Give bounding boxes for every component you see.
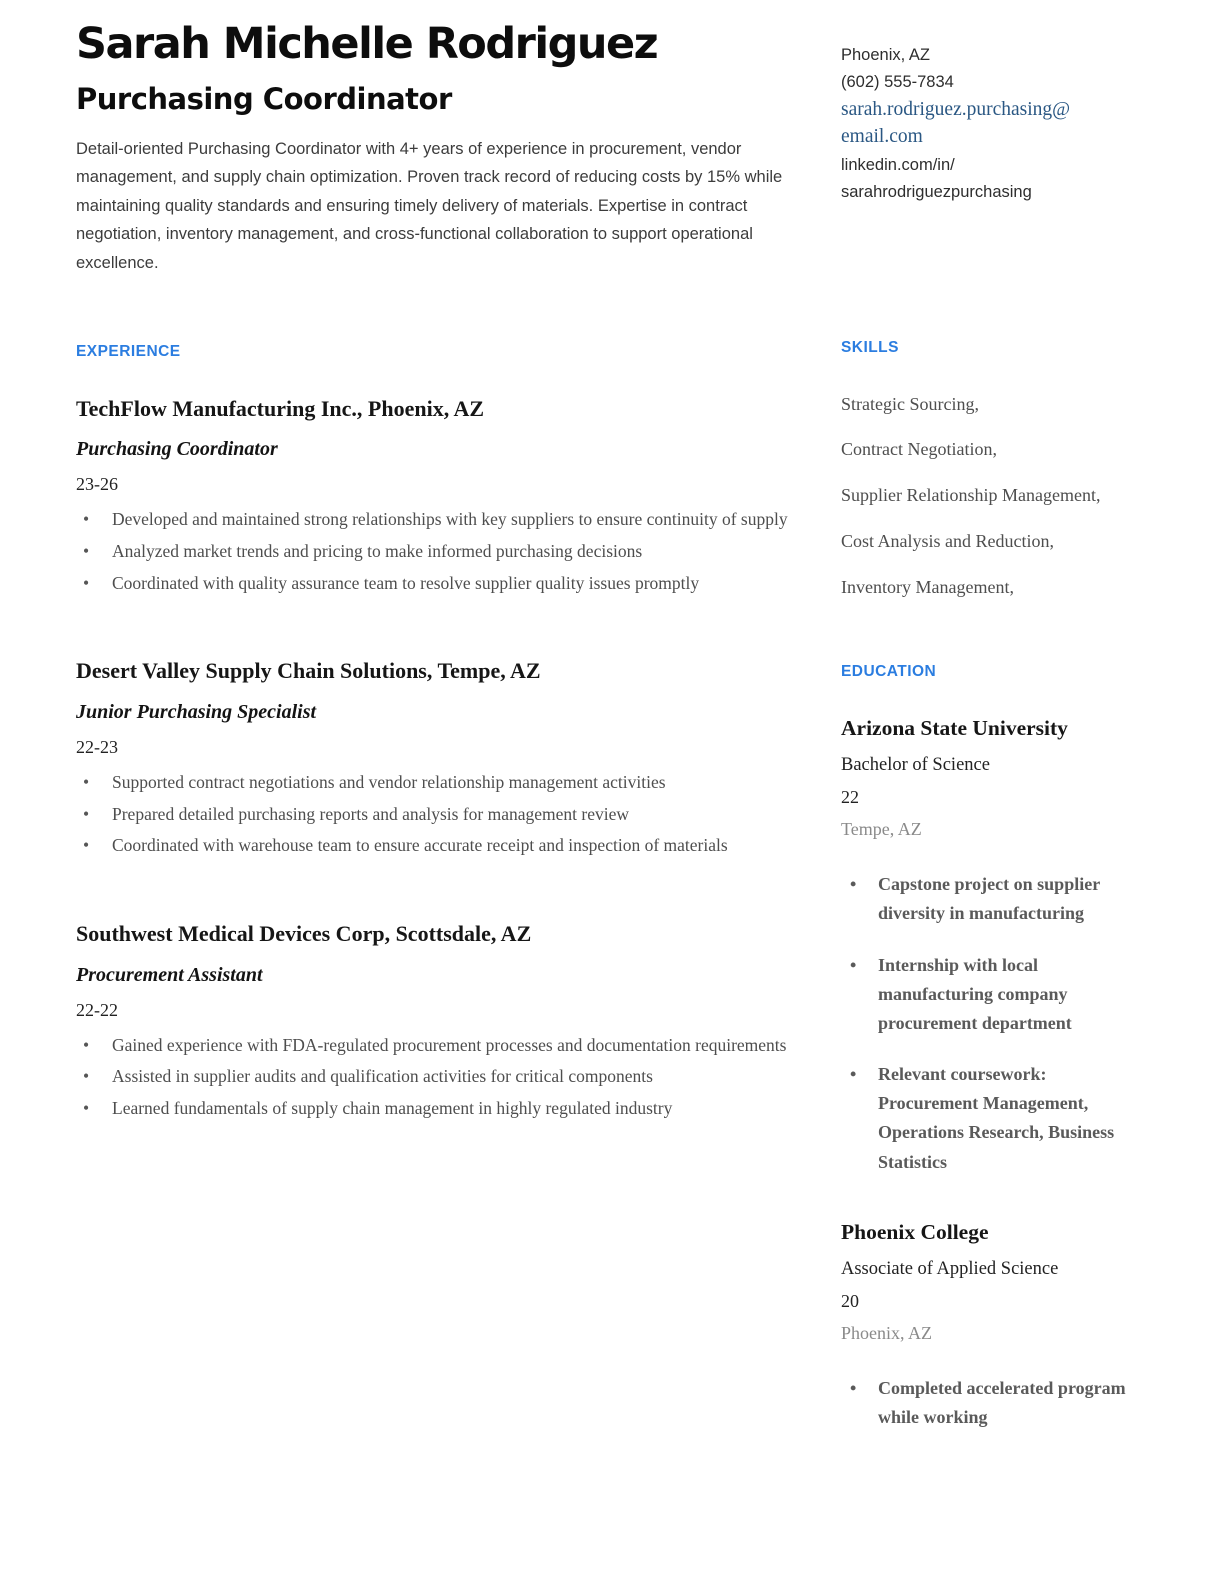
job-bullet: • Analyzed market trends and pricing to make informed purchasing decisions [76,537,820,566]
skill-item: Contract Negotiation, [841,439,997,460]
professional-summary: Detail-oriented Purchasing Coordinator with 4+ years of experience in procurement, vendor management, and supply chain optimization. Proven track record of reducing costs by 15% while maintaining quality standards and ensuring timely delivery of materials. Expertise in contract negotiation, inventory management, and cross-functional collaboration to support operational excellence. [76,140,783,272]
job-bullet-list [76,768,820,860]
main-column [76,19,820,1584]
contact-linkedin-line2: sarahrodriguezpurchasing [841,183,1032,202]
education-bullet: • Capstone project on supplier diversity in manufacturing [841,870,1148,928]
job-position: Purchasing Coordinator [76,438,278,461]
skill-item: Inventory Management, [841,576,1014,597]
experience-section-heading: EXPERIENCE [76,342,181,360]
job-entry [76,395,820,598]
job-dates: 22-23 [76,736,118,757]
education-bullet: • Completed accelerated program while working [841,1374,1148,1432]
school-degree: Bachelor of Science [841,755,990,776]
school-location: Phoenix, AZ [841,1322,933,1343]
contact-email-link[interactable] [841,97,1148,151]
skill-item: Strategic Sourcing, [841,393,979,414]
job-bullet: • Coordinated with quality assurance team to resolve supplier quality issues promptly [76,569,820,598]
job-company: Southwest Medical Devices Corp, Scottsdale, AZ [76,921,532,947]
school-location: Tempe, AZ [841,819,922,840]
job-bullet: • Coordinated with warehouse team to ensure accurate receipt and inspection of materials [76,831,820,860]
school-grad-year: 22 [841,787,859,808]
job-position: Procurement Assistant [76,963,263,986]
contact-email-line2: email.com [841,126,923,148]
education-bullet: • Relevant coursework: Procurement Management, Operations Research, Business Statistics [841,1060,1148,1177]
job-entry [76,920,820,1123]
school-grad-year: 20 [841,1290,859,1311]
school-name: Arizona State University [841,716,1068,741]
contact-email-line1: sarah.rodriguez.purchasing@ [841,99,1071,121]
contact-linkedin-line1: linkedin.com/in/ [841,156,955,175]
skills-section-heading: SKILLS [841,338,899,356]
education-bullet: • Internship with local manufacturing company procurement department [841,951,1148,1038]
person-name: Sarah Michelle Rodriguez [76,19,658,69]
job-bullet-list [76,505,820,597]
school-degree: Associate of Applied Science [841,1258,1059,1279]
education-bullet-list [841,870,1148,1176]
job-company: Desert Valley Supply Chain Solutions, Tempe, AZ [76,658,541,684]
education-bullet-list [841,1374,1148,1432]
job-bullet: • Developed and maintained strong relationships with key suppliers to ensure continuity of supply [76,505,820,534]
job-entry [76,657,820,860]
job-bullet: • Prepared detailed purchasing reports and analysis for management review [76,800,820,829]
headline-job-title: Purchasing Coordinator [76,82,452,117]
contact-location: Phoenix, AZ [841,46,930,64]
school-entry [841,715,1148,1176]
school-entry [841,1219,1148,1432]
skills-list [841,393,1148,600]
skill-item: Cost Analysis and Reduction, [841,530,1054,551]
contact-linkedin [841,152,1148,206]
job-bullet: • Assisted in supplier audits and qualification activities for critical components [76,1062,820,1091]
job-position: Junior Purchasing Specialist [76,700,317,723]
contact-phone: (602) 555-7834 [841,73,954,92]
job-dates: 22-22 [76,999,118,1020]
job-bullet-list [76,1031,820,1123]
job-bullet: • Supported contract negotiations and vendor relationship management activities [76,768,820,797]
job-company: TechFlow Manufacturing Inc., Phoenix, AZ [76,395,485,421]
sidebar-column [841,22,1148,1584]
job-bullet: • Gained experience with FDA-regulated procurement processes and documentation requirements [76,1031,820,1060]
job-dates: 23-26 [76,474,118,495]
skill-item: Supplier Relationship Management, [841,485,1101,506]
school-name: Phoenix College [841,1219,989,1244]
job-bullet: • Learned fundamentals of supply chain management in highly regulated industry [76,1094,820,1123]
education-section-heading: EDUCATION [841,663,937,681]
contact-block [841,42,1148,207]
